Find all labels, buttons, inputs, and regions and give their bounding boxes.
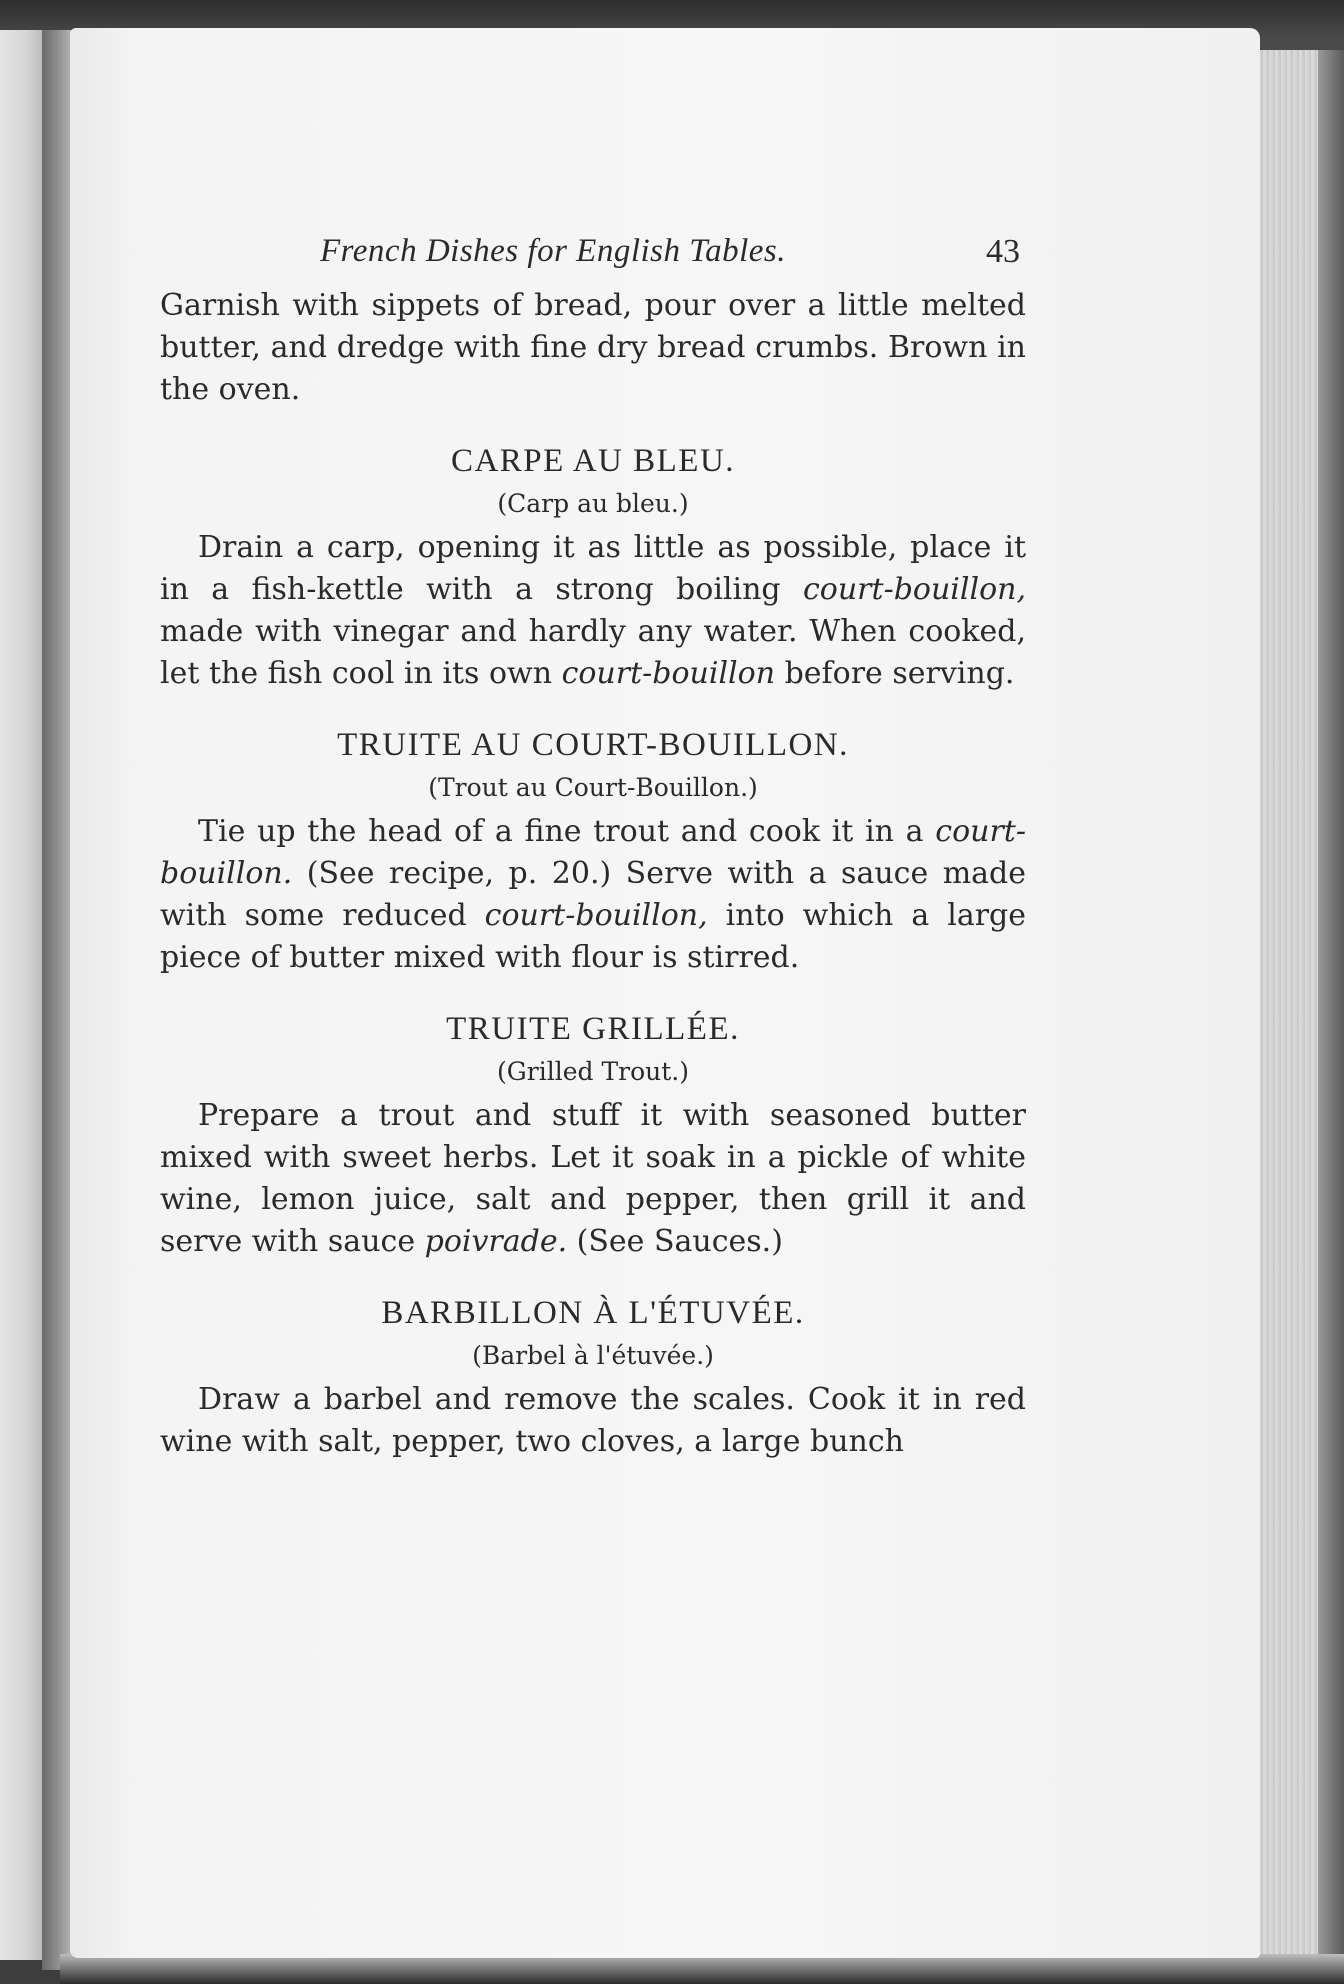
running-head — [160, 225, 1026, 285]
recipe-subtitle: (Carp au bleu.) — [497, 489, 689, 518]
recipe-body: Tie up the head of a fine trout and cook it in a court-bouillon. (See recipe, p. 20.) Serve with a sauce made with some reduced court-bouillon, into which a large piece of butter mixed with flour is stirred. — [160, 814, 1027, 975]
recipe-title: BARBILLON À L'ÉTUVÉE. — [381, 1295, 805, 1331]
recipe-body: Prepare a trout and stuff it with seasoned butter mixed with sweet herbs. Let it soak in a pickle of white wine, lemon juice, salt and pepper, then grill it and serve with sauce poivrade. (See Sauces.) — [160, 1098, 1026, 1259]
intro-paragraph: Garnish with sippets of bread, pour over a little melted butter, and dredge with fine dry bread crumbs. Brown in the oven. — [160, 288, 1026, 407]
recipe-carpe-au-bleu — [160, 439, 1026, 695]
recipe-subtitle: (Trout au Court-Bouillon.) — [428, 773, 758, 802]
recipe-subtitle: (Barbel à l'étuvée.) — [472, 1341, 714, 1370]
page-number: 43 — [986, 233, 1020, 270]
page-text — [160, 225, 1026, 1463]
book-cover-edge — [1318, 50, 1344, 1965]
previous-page-edge — [0, 30, 42, 1960]
recipe-title: TRUITE GRILLÉE. — [446, 1011, 740, 1047]
recipe-barbillon-a-letuvee — [160, 1291, 1026, 1463]
recipe-title: CARPE AU BLEU. — [450, 443, 736, 479]
recipe-truite-au-court-bouillon — [160, 723, 1026, 979]
recipe-truite-grillee — [160, 1007, 1026, 1263]
recipe-body: Drain a carp, opening it as little as possible, place it in a fish-kettle with a strong boiling court-bouillon, made with vinegar and hardly any water. When cooked, let the fish cool in its own court-bouillon before serving. — [160, 530, 1026, 691]
recipe-body: Draw a barbel and remove the scales. Cook it in red wine with salt, pepper, two cloves, a large bunch — [160, 1382, 1026, 1459]
bottom-shadow — [60, 1954, 1344, 1984]
recipe-subtitle: (Grilled Trout.) — [497, 1057, 689, 1086]
running-title: French Dishes for English Tables. — [320, 233, 786, 269]
recipe-title: TRUITE AU COURT-BOUILLON. — [337, 727, 849, 763]
